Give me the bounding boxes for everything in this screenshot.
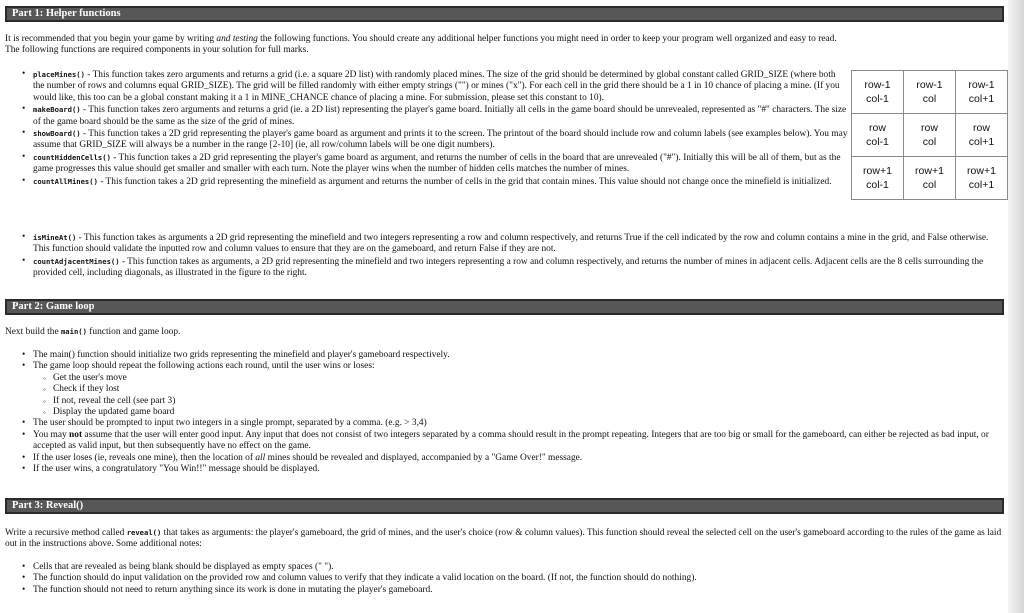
part1-intro: It is recommended that you begin your game by writing and testing the following functions. You should create any additional helper functions you might need in order to keep your program well organized and easy to read. The following functions are required components in your solution for full marks. (5, 34, 837, 56)
grid-cell: row+1 col (904, 157, 956, 200)
list-item: • countAllMines() - This function takes a 2D grid representing the minefield as argument and returns the number of cells in the grid that contain mines. This value should not change once the minefield is initialized. (5, 176, 849, 188)
reveal-notes-list (5, 562, 1002, 596)
grid-cell: row+1 col+1 (956, 157, 1008, 200)
list-item: • The function should do input validation on the provided row and column values to verify that they indicate a valid location on the board. (If not, the function should do nothing). (5, 573, 1002, 584)
grid-cell: row col+1 (956, 114, 1008, 157)
list-item: • The game loop should repeat the following actions each round, until the user wins or loses: (5, 361, 1002, 372)
part2-header: Part 2: Game loop (5, 299, 1004, 315)
part3-intro: Write a recursive method called reveal() that takes as arguments: the player's gameboard, the grid of mines, and the user's choice (row & column values). This function should reveal the selected cell on the user's gameboard according to the rules of the game as laid out in the instructions above. Some additional notes: (5, 528, 1002, 550)
list-item: • You may not assume that the user will enter good input. Any input that does not consist of two integers separated by a comma should result in the prompt repeating. Integers that are too big or small for the gameboard, can either be rejected as bad input, or accepted as valid input, but then subsequently have no effect on the game. (5, 430, 1002, 453)
grid-cell: row col-1 (852, 114, 904, 157)
list-item: • placeMines() - This function takes zero arguments and returns a grid (i.e. a square 2D list) with randomly placed mines. The size of the grid should be determined by global constant called GRID_SIZE (where both the number of rows and columns equal GRID_SIZE). The grid will be filled randomly with either empty strings ("") or mines ("x"). For each cell in the grid there should be a 1 in 10 chance of placing a mine. (If you would like, this too can be a global constant making it a 1 in MINE_CHANCE chance of placing a mine. For submission, please set this constant to 10). (5, 69, 849, 104)
list-item: • isMineAt() - This function takes as arguments a 2D grid representing the minefield and two integers representing a row and column respectively, and returns True if the cell indicated by the row and column contains a mine in the grid, and False otherwise. This function should validate the inputted row and column values to ensure that they are on the gameboard, and return False if they are not. (5, 232, 1002, 256)
list-item: • The user should be prompted to input two integers in a single prompt, separated by a comma. (e.g. > 3,4) (5, 418, 1002, 429)
list-item: • If the user loses (ie, reveals one mine), then the location of all mines should be revealed and displayed, accompanied by a "Game Over!" message. (5, 453, 1002, 464)
list-item: • showBoard() - This function takes a 2D grid representing the player's game board as argument and prints it to the screen. The printout of the board should include row and column labels (see examples below). You may assume that GRID_SIZE will always be a number in the range [2-10] (ie, all row/column labels will be one digit numbers). (5, 128, 849, 152)
sub-list-item: ◦ Check if they lost (5, 384, 1002, 395)
adjacent-cells-figure (851, 70, 1008, 200)
sub-list-item: ◦ Display the updated game board (5, 407, 1002, 418)
list-item: • countAdjacentMines() - This function takes as arguments, a 2D grid representing the minefield and two integers representing a row and column respectively, and returns the number of mines in adjacent cells. Adjacent cells are the 8 cells surrounding the provided cell, including diagonals, as illustrated in the figure to the right. (5, 256, 1002, 280)
grid-cell: row-1 col (904, 71, 956, 114)
grid-cell: row-1 col-1 (852, 71, 904, 114)
sub-list-item: ◦ Get the user's move (5, 373, 1002, 384)
list-item: • Cells that are revealed as being blank should be displayed as empty spaces (" "). (5, 562, 1002, 573)
page-edge-shadow (1008, 0, 1024, 613)
grid-cell: row+1 col-1 (852, 157, 904, 200)
list-item: • makeBoard() - This function takes zero arguments and returns a grid (ie. a 2D list) representing the player's game board. Initially all cells in the game board should be unrevealed, represented as "#" characters. The size of the game board should be the same as the size of the grid of mines. (5, 104, 849, 128)
grid-cell: row-1 col+1 (956, 71, 1008, 114)
part3-header: Part 3: Reveal() (5, 498, 1004, 514)
list-item: • The function should not need to return anything since its work is done in mutating the player's gameboard. (5, 585, 1002, 596)
part2-intro: Next build the main() function and game loop. (5, 327, 181, 337)
game-loop-list (5, 350, 1002, 475)
part1-header: Part 1: Helper functions (5, 6, 1004, 22)
helper-function-list (5, 69, 849, 188)
sub-list-item: ◦ If not, reveal the cell (see part 3) (5, 396, 1002, 407)
list-item: • If the user wins, a congratulatory "You Win!!" message should be displayed. (5, 464, 1002, 475)
list-item: • countHiddenCells() - This function takes a 2D grid representing the player's game board as argument, and returns the number of cells in the board that are unrevealed ("#"). Initially this will be all of them, but as the game progresses this value should get smaller and smaller with each turn. Note the player wins when the number of hidden cells matches the number of mines. (5, 152, 849, 176)
list-item: • The main() function should initialize two grids representing the minefield and player's gameboard respectively. (5, 350, 1002, 361)
grid-cell: row col (904, 114, 956, 157)
helper-function-list-wide (5, 232, 1002, 280)
